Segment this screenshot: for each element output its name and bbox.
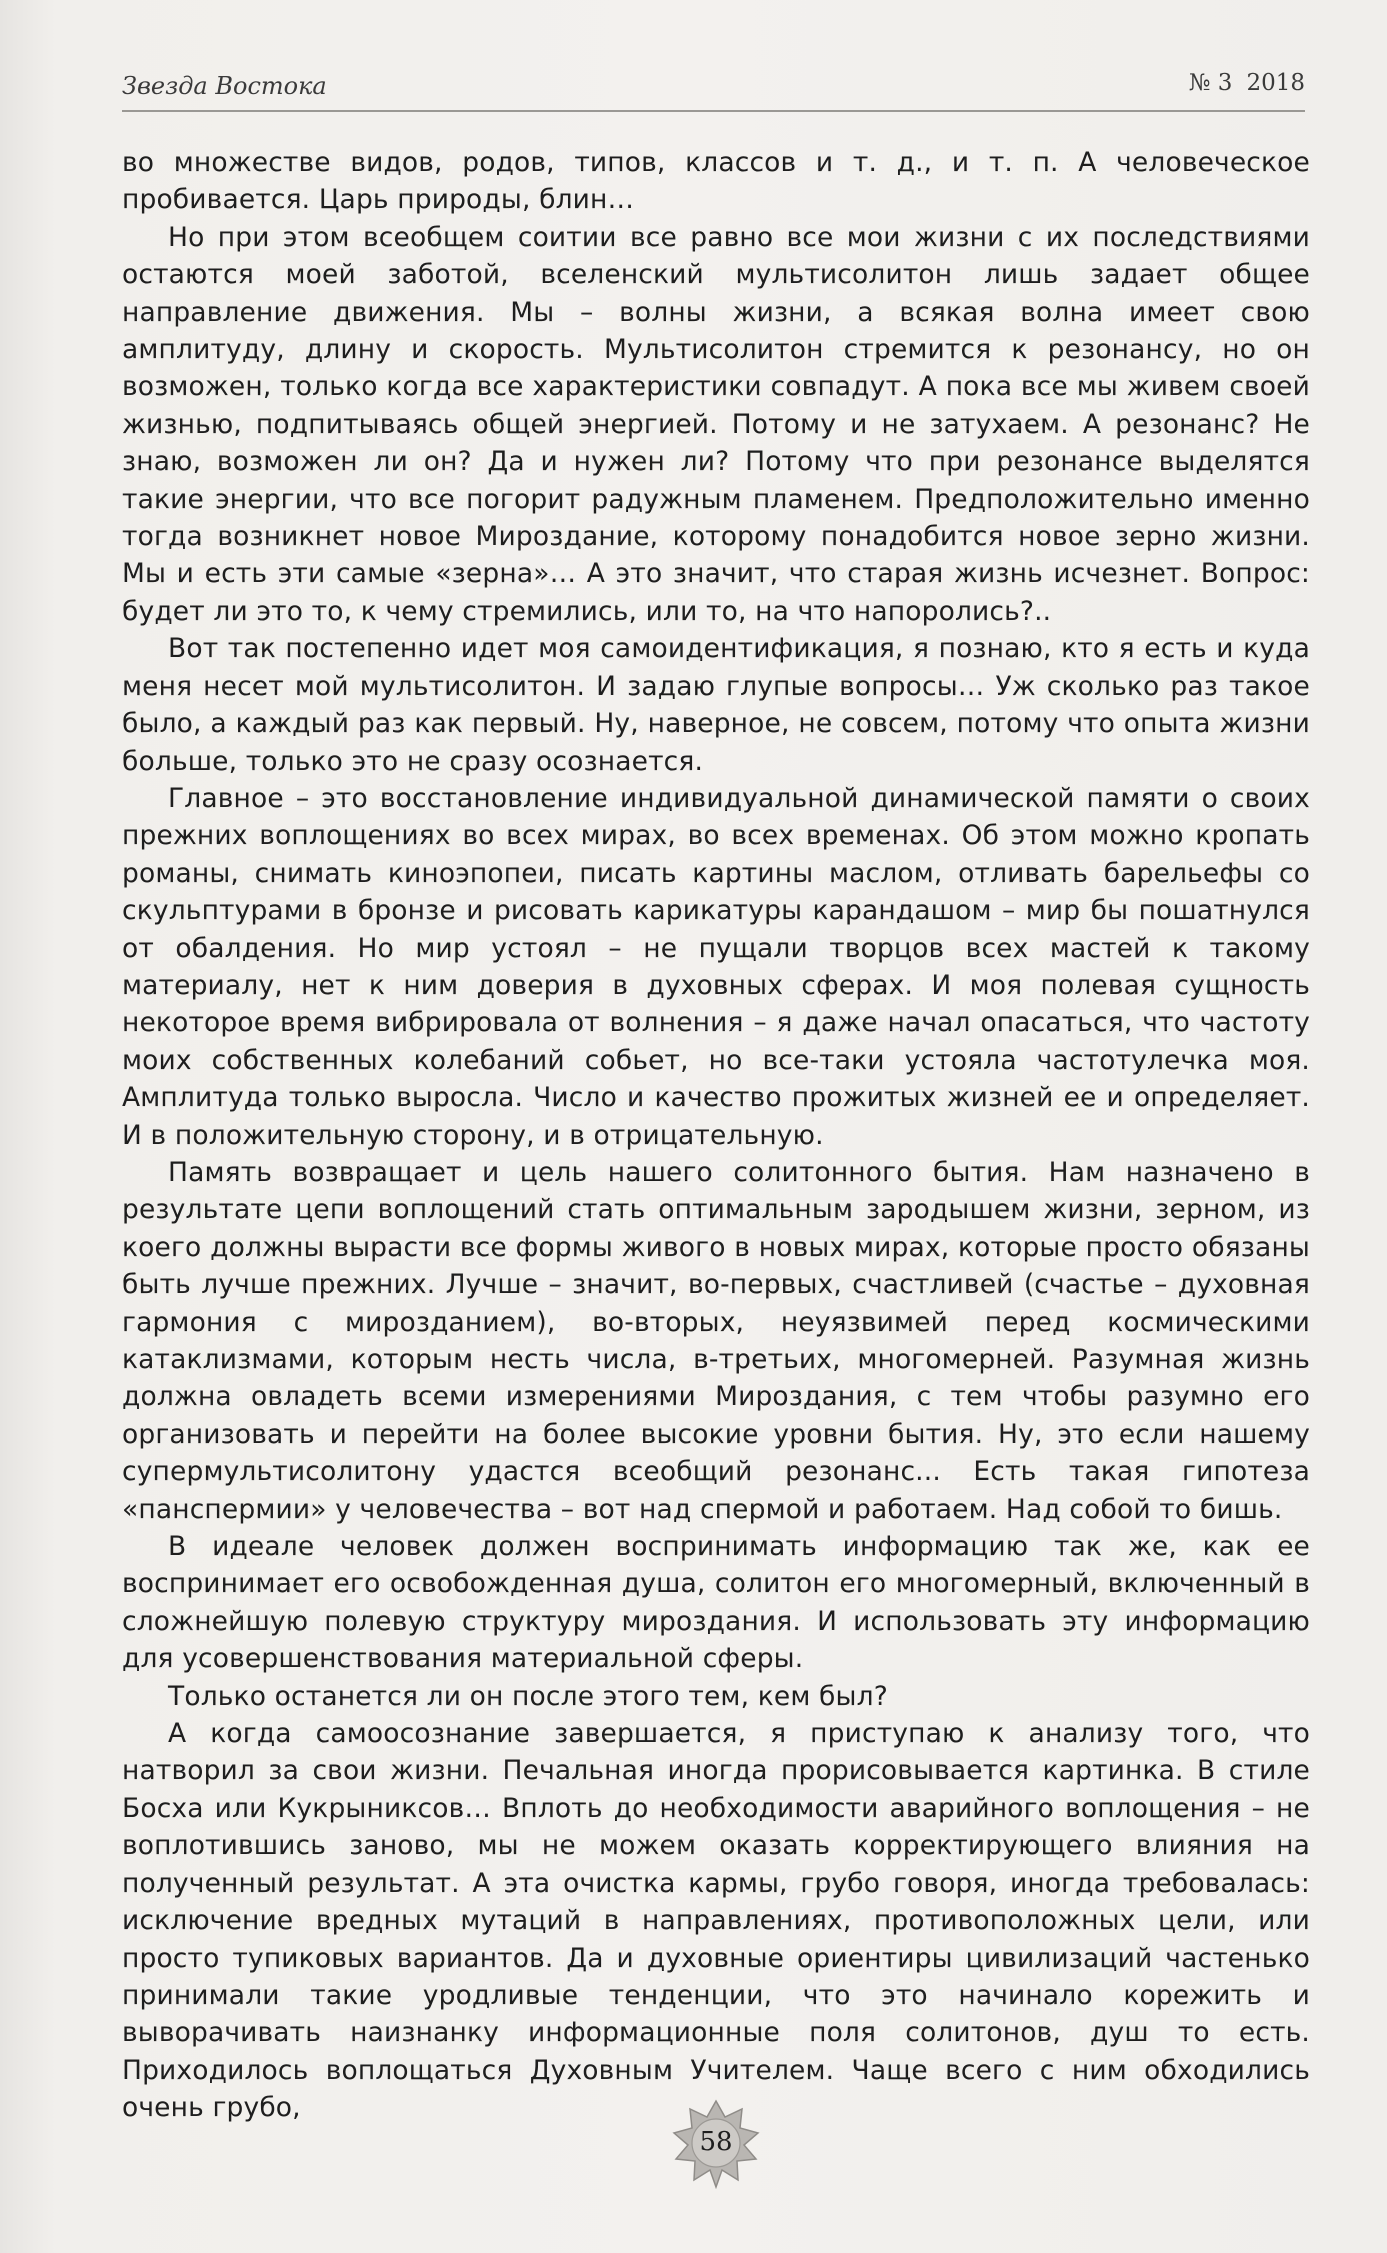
paragraph: Но при этом всеобщем соитии все равно все мои жизни с их последствиями остаются моей заботой, вселенский мультисолитон лишь задает общее направление движения. Мы – волны жизни, а всякая волна имеет свою амплитуду, длину и скорость. Мультисолитон стремится к резонансу, но он возможен, только когда все характеристики совпадут. А пока все мы живем своей жизнью, подпитываясь общей энергией. Потому и не затухаем. А резонанс? Не знаю, возможен ли он? Да и нужен ли? Потому что при резонансе выделятся такие энергии, что все погорит радужным пламенем. Предположительно именно тогда возникнет новое Мироздание, которому понадобится новое зерно жизни. Мы и есть эти самые «зерна»… А это значит, что старая жизнь исчезнет. Вопрос: будет ли это то, к чему стремились, или то, на что напоролись?.. — [122, 221, 1310, 627]
issue-number: № 3 — [1188, 70, 1233, 96]
paragraph: Память возвращает и цель нашего солитонного бытия. Нам назначено в результате цепи воплощений стать оптимальным зародышем жизни, зерном, из коего должны вырасти все формы живого в новых мирах, которые просто обязаны быть лучше прежних. Лучше – значит, во-первых, счастливей (счастье – духовная гармония с мирозданием), во-вторых, неуязвимей перед космическими катаклизмами, которым несть числа, в-третьих, многомерней. Разумная жизнь должна овладеть всеми измерениями Мироздания, с тем чтобы разумно его организовать и перейти на более высокие уровни бытия. Ну, это если нашему супермультисолитону удастся всеобщий резонанс... Есть такая гипотеза «панспермии» у человечества – вот над спермой и работаем. Над собой то бишь. — [122, 1156, 1310, 1525]
paragraph: Вот так постепенно идет моя самоидентификация, я познаю, кто я есть и куда меня несет мой мультисолитон. И задаю глупые вопросы… Уж сколько раз такое было, а каждый раз как первый. Ну, наверное, не совсем, потому что опыта жизни больше, только это не сразу осознается. — [122, 633, 1310, 777]
page-number-badge — [670, 2097, 762, 2189]
journal-title: Звезда Востока — [122, 72, 327, 100]
paragraph: А когда самоосознание завершается, я приступаю к анализу того, что натворил за свои жизни. Печальная иногда прорисовывается картинка. В стиле Босха или Кукрыниксов… Вплоть до необходимости аварийного воплощения – не воплотившись заново, мы не можем оказать корректирующего влияния на полученный результат. А эта очистка кармы, грубо говоря, иногда требовалась: исключение вредных мутаций в направлениях, противоположных цели, или просто тупиковых вариантов. Да и духовные ориентиры цивилизаций частенько принимали такие уродливые тенденции, что это начинало корежить и выворачивать наизнанку информационные поля солитонов, душ то есть. Приходилось воплощаться Духовным Учителем. Чаще всего с ним обходились очень грубо, — [122, 1718, 1310, 2124]
page-number: 58 — [699, 2127, 733, 2157]
issue-year: 2018 — [1246, 70, 1305, 96]
body-text — [122, 144, 1310, 2127]
paragraph: во множестве видов, родов, типов, классов и т. д., и т. п. А человеческое пробивается. Царь природы, блин… — [122, 147, 1310, 216]
paragraph: Только останется ли он после этого тем, кем был? — [168, 1680, 888, 1712]
issue-info — [1189, 70, 1305, 96]
paragraph: В идеале человек должен воспринимать информацию так же, как ее воспринимает его освобожденная душа, солитон его многомерный, включенный в сложнейшую полевую структуру мироздания. И использовать эту информацию для усовершенствования материальной сферы. — [122, 1531, 1310, 1675]
paragraph: Главное – это восстановление индивидуальной динамической памяти о своих прежних воплощениях во всех мирах, во всех временах. Об этом можно кропать романы, снимать киноэпопеи, писать картины маслом, отливать барельефы со скульптурами в бронзе и рисовать карикатуры карандашом – мир бы пошатнулся от обалдения. Но мир устоял – не пущали творцов всех мастей к такому материалу, нет к ним доверия в духовных сферах. И моя полевая сущность некоторое время вибрировала от волнения – я даже начал опасаться, что частоту моих собственных колебаний собьет, но все-таки устояла частотулечка моя. Амплитуда только выросла. Число и качество прожитых жизней ее и определяет. И в положительную сторону, и в отрицательную. — [122, 782, 1310, 1151]
running-header — [122, 64, 1305, 112]
